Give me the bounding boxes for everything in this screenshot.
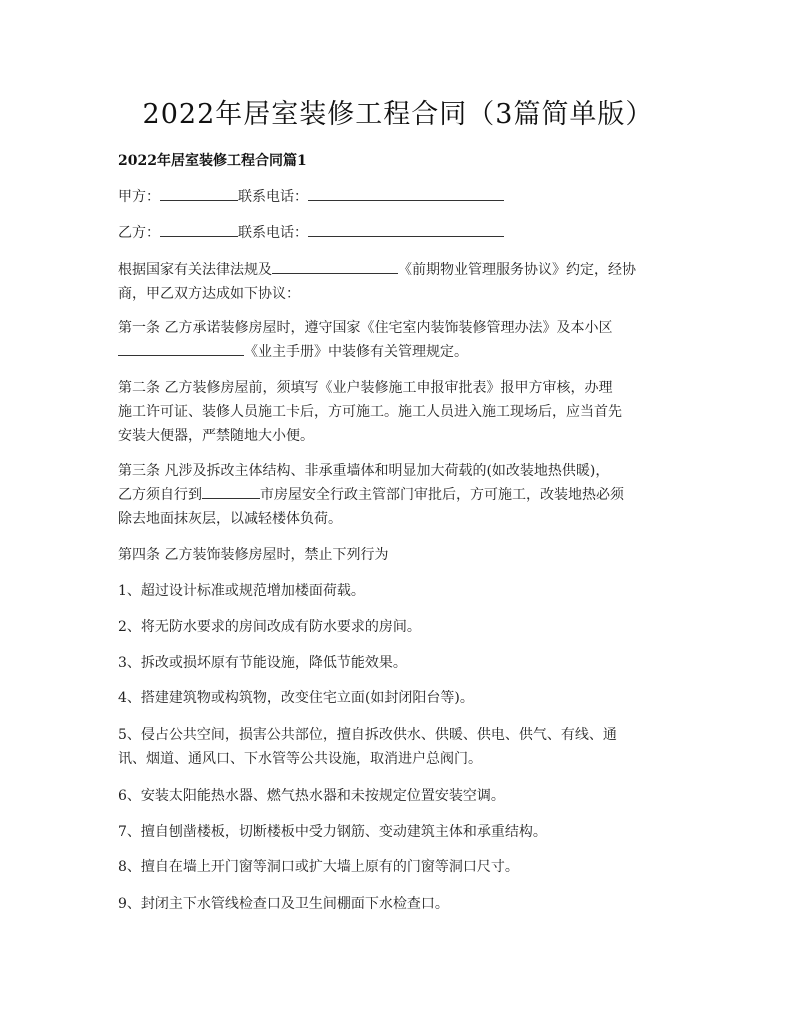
regulation-blank	[272, 259, 398, 274]
list-item-5	[118, 723, 684, 771]
party-a-phone-blank	[308, 186, 504, 201]
list-item-3: 3、拆改或损坏原有节能设施，降低节能效果。	[118, 655, 407, 671]
list-item-4: 4、搭建建筑物或构筑物，改变住宅立面(如封闭阳台等)。	[118, 690, 474, 706]
article-3-line-3: 除去地面抹灰层，以减轻楼体负荷。	[118, 511, 342, 527]
list-item-5-line-1: 5、侵占公共空间，损害公共部位，擅自拆改供水、供暖、供电、供气、有线、通	[118, 727, 617, 743]
section-heading: 2022年居室装修工程合同篇1	[118, 153, 307, 169]
list-item-7: 7、擅自刨凿楼板，切断楼板中受力钢筋、变动建筑主体和承重结构。	[118, 824, 547, 840]
article-3-line-2: 乙方须自行到 市房屋安全行政主管部门审批后，方可施工，改装地热必须	[118, 483, 684, 507]
list-item-9: 9、封闭主下水管线检查口及卫生间棚面下水检查口。	[118, 896, 449, 912]
article-2-line-3: 安装大便器，严禁随地大小便。	[118, 428, 314, 444]
article-2	[118, 376, 684, 448]
party-b-phone-blank	[308, 222, 504, 237]
party-b-label: 乙方：	[118, 225, 160, 241]
article-1-line-2: 《业主手册》中装修有关管理规定。	[118, 340, 684, 364]
article-3	[118, 459, 684, 531]
article-4: 第四条 乙方装饰装修房屋时，禁止下列行为	[118, 547, 389, 563]
article-2-line-1: 第二条 乙方装修房屋前，须填写《业户装修施工申报审批表》报甲方审核，办理	[118, 380, 613, 396]
list-item-2: 2、将无防水要求的房间改成有防水要求的房间。	[118, 619, 421, 635]
article-2-line-2: 施工许可证、装修人员施工卡后，方可施工。施工人员进入施工现场后，应当首先	[118, 404, 622, 420]
page-title: 2022年居室装修工程合同（3篇简单版）	[142, 99, 654, 130]
article-3-line-1: 第三条 凡涉及拆改主体结构、非承重墙体和明显加大荷载的(如改装地热供暖)，	[118, 463, 610, 479]
intro-paragraph	[118, 258, 684, 306]
intro-line-2: 商，甲乙双方达成如下协议：	[118, 286, 300, 302]
party-a-phone-label: 联系电话：	[238, 189, 308, 205]
intro-line-1: 根据国家有关法律法规及 《前期物业管理服务协议》约定，经协	[118, 258, 684, 282]
party-a-label: 甲方：	[118, 189, 160, 205]
party-a-line	[118, 185, 684, 209]
list-item-8: 8、擅自在墙上开门窗等洞口或扩大墙上原有的门窗等洞口尺寸。	[118, 859, 519, 875]
party-b-line	[118, 221, 684, 245]
list-item-5-line-2: 讯、烟道、通风口、下水管等公共设施，取消进户总阀门。	[118, 751, 482, 767]
article-1	[118, 316, 684, 364]
article-1-line-1: 第一条 乙方承诺装修房屋时，遵守国家《住宅室内装饰装修管理办法》及本小区	[118, 320, 613, 336]
party-b-phone-label: 联系电话：	[238, 225, 308, 241]
party-a-name-blank	[160, 186, 238, 201]
party-b-name-blank	[160, 222, 238, 237]
community-blank	[118, 341, 244, 356]
list-item-6: 6、安装太阳能热水器、燃气热水器和未按规定位置安装空调。	[118, 788, 505, 804]
city-blank	[202, 484, 260, 499]
list-item-1: 1、超过设计标准或规范增加楼面荷载。	[118, 583, 365, 599]
